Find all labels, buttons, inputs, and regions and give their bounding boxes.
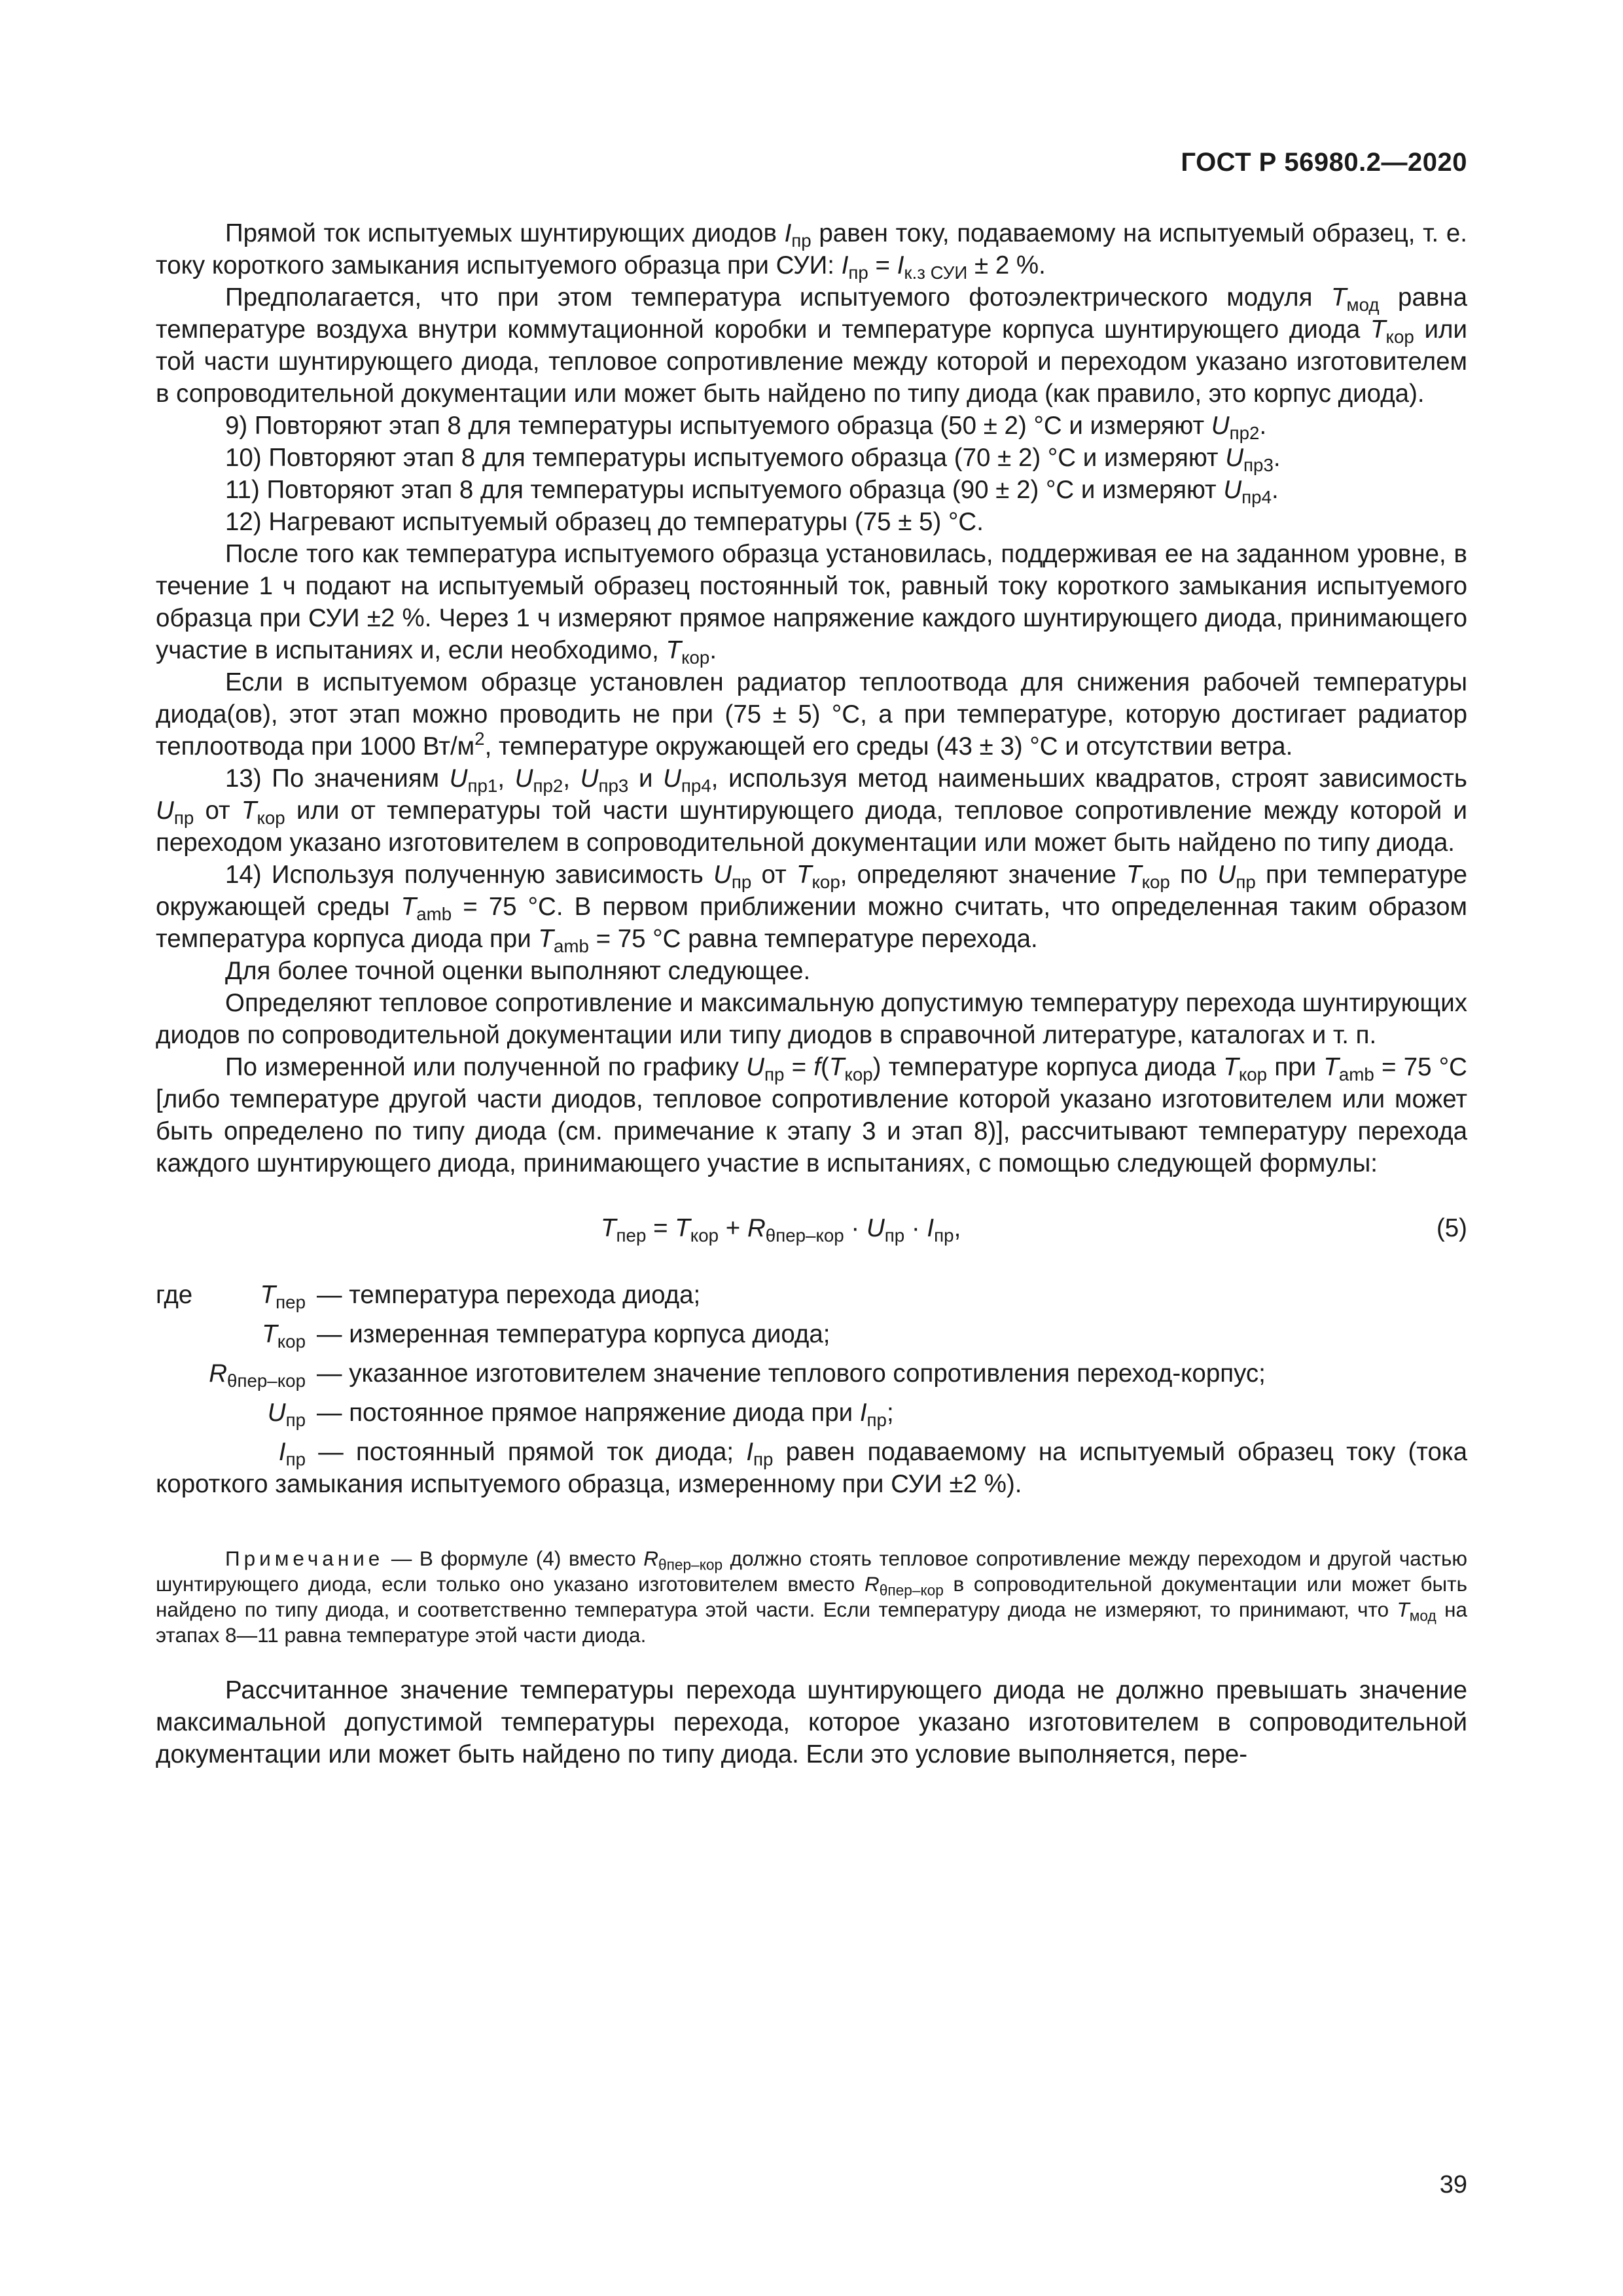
where-symbol: $U_{пр}$ [267,1399,306,1430]
where-symbol: $T_{пер}$ [260,1281,306,1312]
formula-number: (5) [1436,1214,1467,1242]
paragraph: 12) Нагревают испытуемый образец до температуры (75 ± 5) °С. [225,508,984,536]
where-text: — температура перехода диода; [317,1281,701,1309]
where-symbol: $R_{\theta пер-кор}$ [209,1359,306,1391]
where-item [156,1318,1467,1357]
where-item [156,1279,1467,1318]
paragraph: Предполагается, что при этом температура испытуемого фотоэлектрического модуля $T_{мод}$ равна температуре воздуха внутри коммутационной коробки и температуре корпуса шунтирующего диода $T_{кор}$ или той части шунтирующего диода, тепловое сопротивление между которой и переходом указано изготовителем в сопроводительной документации или может быть найдено по типу диода (как правило, это корпус диода). [156,283,1467,408]
paragraph: 13) По значениям $U_{пр1}$, $U_{пр2}$, $U_{пр3}$ и $U_{пр4}$, используя метод наименьших квадратов, строят зависимость $U_{пр}$ от $T_{кор}$ или от температуры той части шунтирующего диода, тепловое сопротивление между которой и переходом указано изготовителем в сопроводительной документации или может быть найдено по типу диода. [156,764,1467,857]
document-body [156,217,1467,1770]
formula-expression: $T_{пер} = T_{кор} + R_{\theta пер-кор} \cdot U_{пр} \cdot I_{пр}$, [601,1214,961,1246]
where-item [156,1397,1467,1436]
document-page [156,0,1467,2296]
where-symbol: $T_{кор}$ [262,1320,306,1352]
page-number: 39 [1439,2171,1467,2198]
where-lead: где [156,1281,193,1309]
note-label: Примечание [225,1547,384,1570]
where-item: $I_{пр}$ — постоянный прямой ток диода; $I_{пр}$ равен подаваемому на испытуемый образец току (тока короткого замыкания испытуемого образца, измеренному при СУИ ±2 %). [156,1436,1467,1500]
paragraph: Рассчитанное значение температуры перехода шунтирующего диода не должно превышать значение максимальной допустимой температуры перехода, которое указано изготовителем в сопроводительной документации или может быть найдено по типу диода. Если это условие выполняется, пере- [156,1676,1467,1768]
paragraph: Прямой ток испытуемых шунтирующих диодов $I_{пр}$ равен току, подаваемому на испытуемый образец, т. е. току короткого замыкания испытуемого образца при СУИ: $I_{пр} = I_{к.з СУИ} \pm 2$ %. [156,219,1467,283]
paragraph: Если в испытуемом образце установлен радиатор теплоотвода для снижения рабочей температуры диода(ов), этот этап можно проводить не при (75 ± 5) °С, а при температуре, которую достигает радиатор теплоотвода при 1000 $Вт/м^2$, температуре окружающей его среды (43 ± 3) °С и отсутствии ветра. [156,668,1467,761]
where-item [156,1357,1467,1397]
paragraph: Для более точной оценки выполняют следующее. [225,957,811,985]
paragraph: 10) Повторяют этап 8 для температуры испытуемого образца (70 ± 2) °С и измеряют $U_{пр3}$. [225,444,1281,475]
where-text: — указанное изготовителем значение теплового сопротивления переход-корпус; [317,1359,1266,1388]
paragraph: По измеренной или полученной по графику $U_{пр} = f(T_{кор})$ температуре корпуса диода $T_{кор}$ при $T_{amb} = 75$ °С [либо температуре другой части диодов, тепловое сопротивление которой указано изготовителем или может быть определено по типу диода (см. примечание к этапу 3 и этап 8)], рассчитывают температуру перехода каждого шунтирующего диода, принимающего участие в испытаниях, с помощью следующей формулы: [156,1053,1467,1177]
where-symbol: $I_{пр}$ [278,1438,306,1469]
paragraph: 11) Повторяют этап 8 для температуры испытуемого образца (90 ± 2) °С и измеряют $U_{пр4}$. [225,476,1279,507]
where-text: — измеренная температура корпуса диода; [317,1320,830,1348]
where-text: — постоянное прямое напряжение диода при $I_{пр}$; [317,1399,894,1430]
paragraph: 9) Повторяют этап 8 для температуры испытуемого образца (50 ± 2) °С и измеряют $U_{пр2}$. [225,412,1267,443]
paragraph: После того как температура испытуемого образца установилась, поддерживая ее на заданном уровне, в течение 1 ч подают на испытуемый образец постоянный ток, равный току короткого замыкания испытуемого образца при СУИ ±2 %. Через 1 ч измеряют прямое напряжение каждого шунтирующего диода, принимающего участие в испытаниях и, если необходимо, $T_{кор}$. [156,540,1467,668]
formula [156,1179,1467,1279]
paragraph: 14) Используя полученную зависимость $U_{пр}$ от $T_{кор}$, определяют значение $T_{кор}$ по $U_{пр}$ при температуре окружающей среды $T_{amb} = 75$ °С. В первом приближении можно считать, что определенная таким образом температура корпуса диода при $T_{amb} = 75$ °С равна температуре перехода. [156,861,1467,956]
where-list [156,1279,1467,1500]
note: Примечание — В формуле (4) вместо $R_{\theta пер-кор}$ должно стоять тепловое сопротивление между переходом и другой частью шунтирующего диода, если только оно указано изготовителем вместо $R_{\theta пер-кор}$ в сопроводительной документации или может быть найдено по типу диода, и соответственно температура этой части. Если температуру диода не измеряют, то принимают, что $T_{мод}$ на этапах 8—11 равна температуре этой части диода. [156,1547,1468,1647]
document-header: ГОСТ Р 56980.2—2020 [1181,148,1467,177]
paragraph: Определяют тепловое сопротивление и максимальную допустимую температуру перехода шунтирующих диодов по сопроводительной документации или типу диодов в справочной литературе, каталогах и т. п. [156,989,1467,1049]
